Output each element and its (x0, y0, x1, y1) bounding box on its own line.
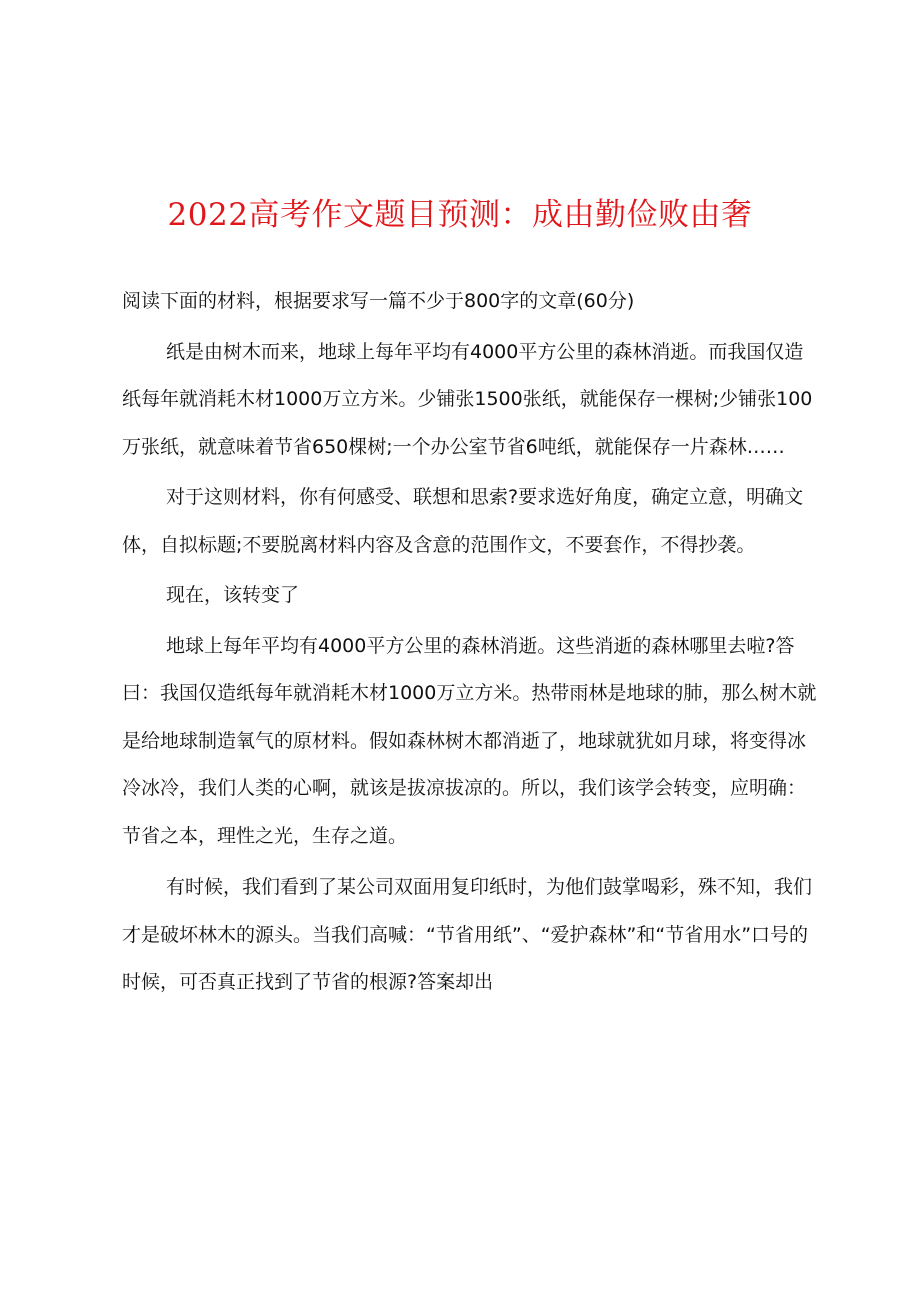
document-title: 2022高考作文题目预测：成由勤俭败由奢 (167, 197, 753, 233)
paragraph-essay-body-2: 有时候，我们看到了某公司双面用复印纸时，为他们鼓掌喝彩，殊不知，我们才是破坏林木的源头。当我们高喊：“节省用纸”、“爱护森林”和“节省用水”口号的时候，可否真正找到了节省的根源?答案却出 (122, 876, 813, 993)
paragraph-instructions: 阅读下面的材料，根据要求写一篇不少于800字的文章(60分) (122, 290, 635, 312)
paragraph-material: 纸是由树木而来，地球上每年平均有4000平方公里的森林消逝。而我国仅造纸每年就消耗木材1000万立方米。少铺张1500张纸，就能保存一棵树;少铺张100万张纸，就意味着节省650棵树;一个办公室节省6吨纸，就能保存一片森林…… (122, 340, 813, 458)
paragraph-requirements: 对于这则材料，你有何感受、联想和思索?要求选好角度，确定立意，明确文体，自拟标题;不要脱离材料内容及含意的范围作文，不要套作，不得抄袭。 (122, 486, 804, 556)
paragraph-essay-body-1: 地球上每年平均有4000平方公里的森林消逝。这些消逝的森林哪里去啦?答曰：我国仅造纸每年就消耗木材1000万立方米。热带雨林是地球的肺，那么树木就是给地球制造氧气的原材料。假如森林树木都消逝了，地球就犹如月球，将变得冰冷冰冷，我们人类的心啊，就该是拔凉拔凉的。所以，我们该学会转变，应明确：节省之本，理性之光，生存之道。 (122, 634, 817, 847)
paragraph-essay-heading: 现在，该转变了 (166, 584, 300, 606)
document-body (122, 278, 822, 1007)
